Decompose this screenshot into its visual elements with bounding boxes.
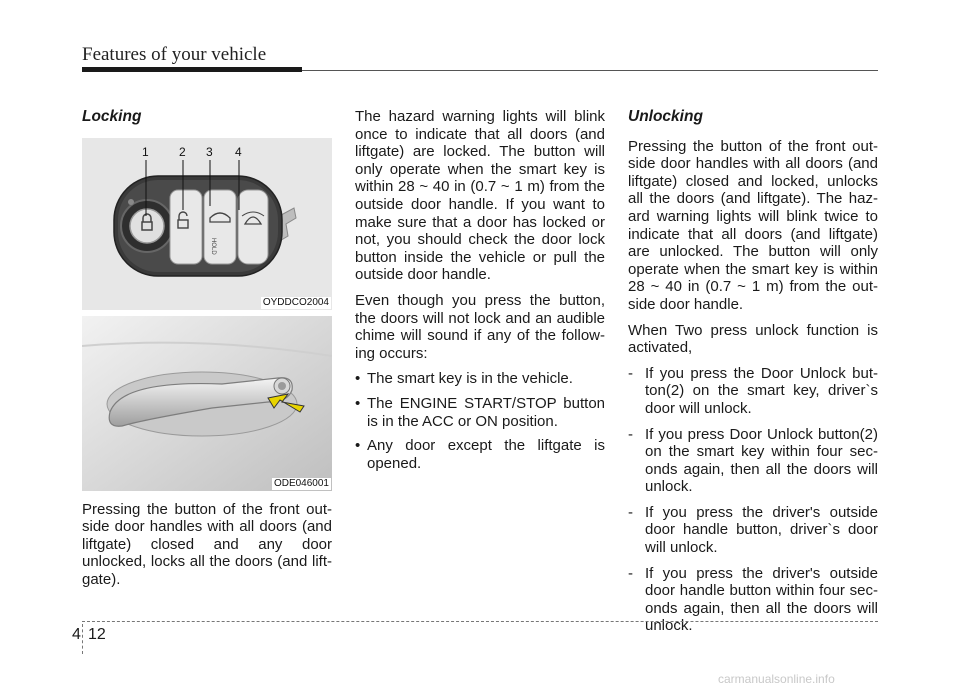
callout-4: 4 — [235, 144, 242, 159]
bullet-text: The ENGINE START/STOP button is in the ACC or ON position. — [367, 394, 605, 430]
list-item: - If you press Door Unlock button(2) on the smart key within four sec-onds again, then all the doors will unlock. — [628, 425, 878, 496]
list-item: • Any door except the liftgate is opened. — [355, 437, 605, 472]
footer-rule — [82, 621, 878, 622]
locking-heading: Locking — [82, 108, 142, 125]
page-header-title: Features of your vehicle — [82, 44, 267, 65]
unlocking-heading: Unlocking — [628, 108, 703, 125]
locking-paragraph: Pressing the button of the front out-side door handles with all doors (and liftgate) closed and any door unlocked, locks all the doors (and lift-gate). — [82, 500, 332, 588]
list-item: - If you press the driver's outside door handle button within four sec-onds again, then all the doors will unlock. — [628, 564, 878, 635]
unlocking-paragraph: Pressing the button of the front out-side door handles with all doors (and liftgate) closed and locked, unlocks all the doors (and liftgate). The haz-ard warning lights will blink twice to indicate that all doors (and liftgate) are unlocked. The button will only operate when the smart key is within 28 ~ 40 in (0.7 ~ 1 m) from the out-side door handle. — [628, 137, 878, 313]
callout-3: 3 — [206, 144, 213, 159]
bullet-text: Any door except the liftgate is opened. — [367, 437, 605, 472]
dash-text: If you press the Door Unlock but-ton(2) on the smart key, driver`s door will unlock. — [645, 364, 878, 417]
header-rule-thick — [82, 67, 302, 72]
audible-chime-paragraph: Even though you press the button, the doors will not lock and an audible chime will sound if any of the follow-ing occurs: — [355, 291, 605, 362]
list-item: • The smart key is in the vehicle. — [355, 370, 605, 388]
smart-key-figure — [82, 138, 332, 310]
callout-1: 1 — [142, 144, 149, 159]
dash-text: If you press the driver's outside door handle button, driver`s door will unlock. — [645, 503, 878, 557]
door-handle-figure — [82, 316, 332, 491]
page-number: 12 — [88, 626, 106, 643]
column-2 — [355, 108, 605, 479]
list-item: - If you press the Door Unlock but-ton(2) on the smart key, driver`s door will unlock. — [628, 364, 878, 417]
page-number-separator — [82, 624, 83, 654]
smart-key-illustration — [82, 138, 332, 310]
dash-text: If you press Door Unlock button(2) on the smart key within four sec-onds again, then all the doors will unlock. — [645, 425, 878, 496]
figure-code-1: OYDDCO2004 — [262, 296, 329, 308]
header-rule-thin — [302, 70, 878, 71]
callout-2: 2 — [179, 144, 186, 159]
door-handle-illustration — [82, 316, 332, 491]
two-press-paragraph: When Two press unlock function is activated, — [628, 321, 878, 357]
bullet-text: The smart key is in the vehicle. — [367, 370, 573, 388]
hazard-paragraph: The hazard warning lights will blink once to indicate that all doors (and liftgate) are locked. The button will only operate when the smart key is within 28 ~ 40 in (0.7 ~ 1 m) from the outside door handle. If you want to make sure that a door has locked or not, you should check the door lock button inside the vehicle or pull the outside door handle. — [355, 108, 605, 284]
hold-label: HOLD — [210, 237, 216, 255]
list-item: • The ENGINE START/STOP button is in the ACC or ON position. — [355, 394, 605, 430]
column-3 — [628, 108, 878, 643]
section-number: 4 — [72, 626, 81, 643]
dash-text: If you press the driver's outside door handle button within four sec-onds again, then all the doors will unlock. — [645, 564, 878, 635]
list-item: - If you press the driver's outside door handle button, driver`s door will unlock. — [628, 503, 878, 557]
watermark: carmanualsonline.info — [718, 672, 835, 686]
figure-code-2: ODE046001 — [273, 477, 329, 489]
column-1 — [82, 108, 332, 589]
